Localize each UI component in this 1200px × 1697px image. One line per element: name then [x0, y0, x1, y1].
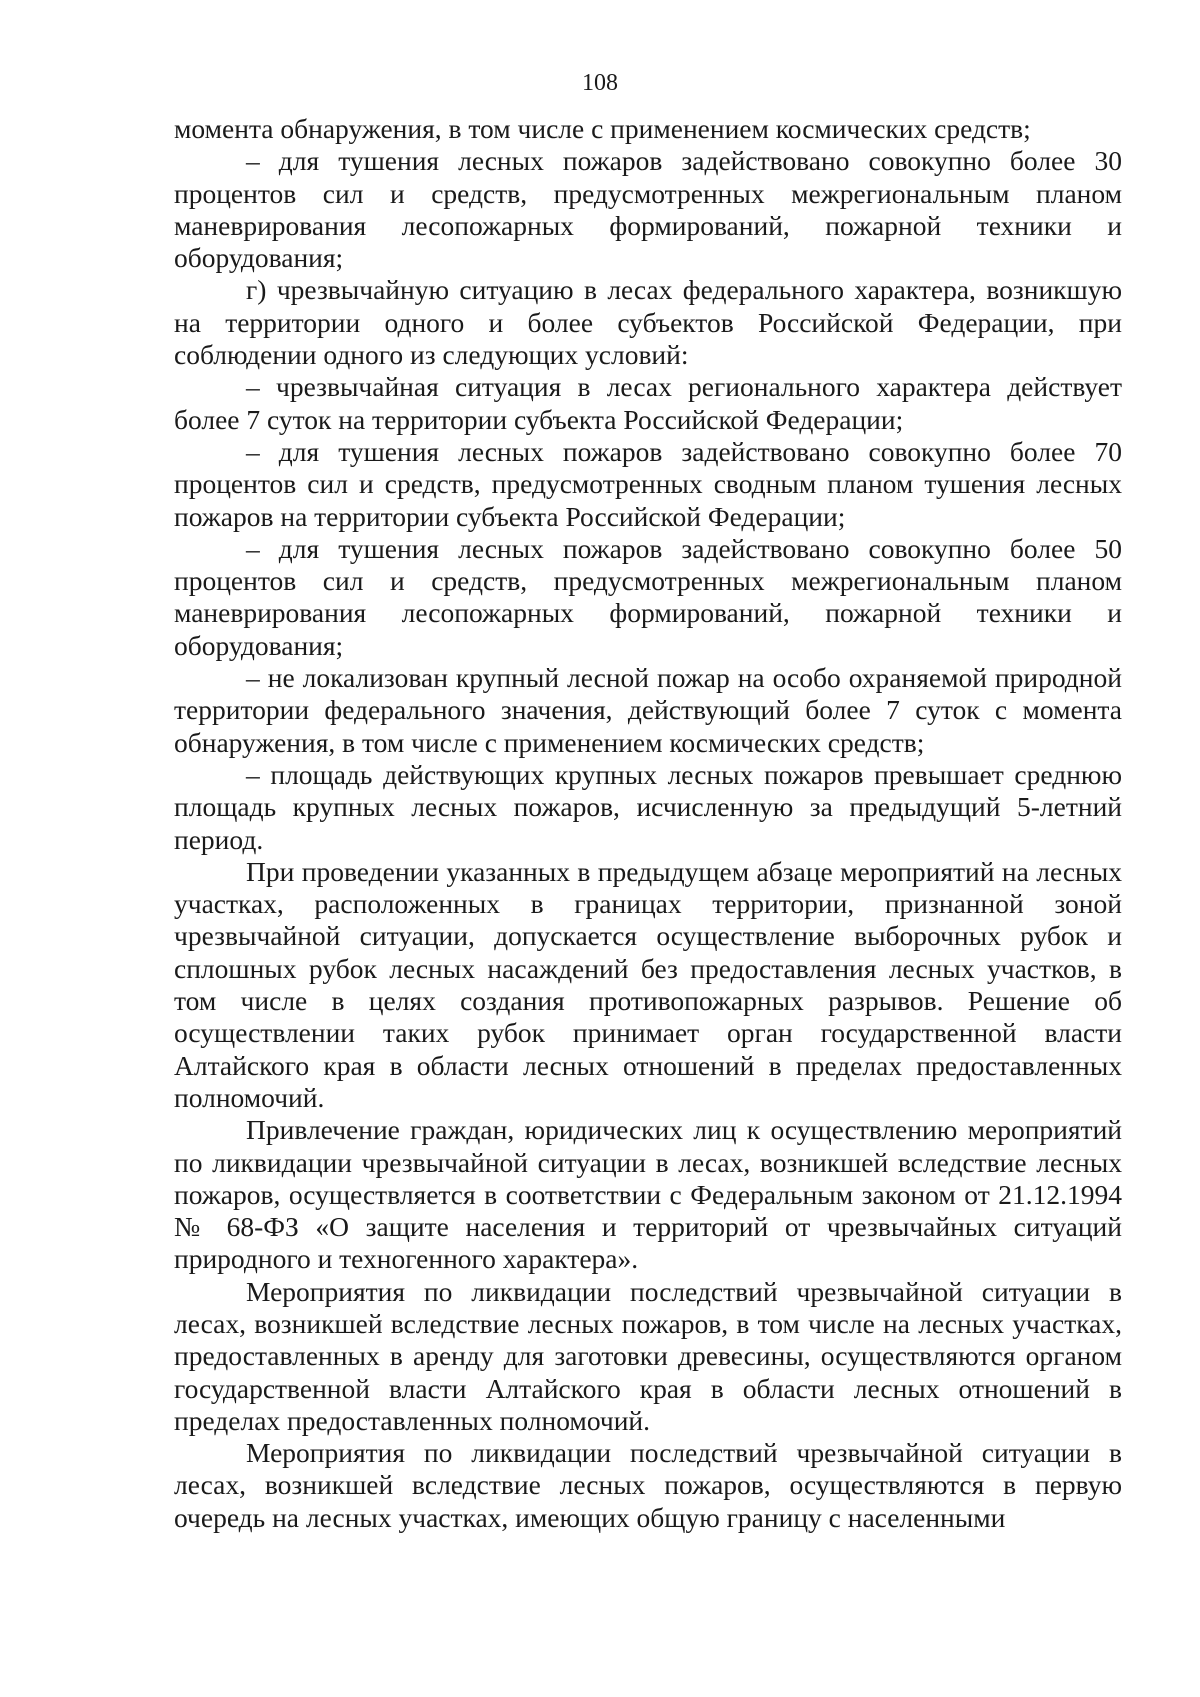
paragraph: – для тушения лесных пожаров задействовано совокупно более 50 процентов сил и средств, предусмотренных межрегиональным планом маневрирования лесопожарных формирований, пожарной техники и оборудования;: [174, 532, 1122, 661]
paragraph: Мероприятия по ликвидации последствий чрезвычайной ситуации в лесах, возникшей вследствие лесных пожаров, осуществляются в первую очередь на лесных участках, имеющих общую границу с населенными: [174, 1437, 1122, 1533]
paragraph: Мероприятия по ликвидации последствий чрезвычайной ситуации в лесах, возникшей вследствие лесных пожаров, в том числе на лесных участках, предоставленных в аренду для заготовки древесины, осуществляются органом государственной власти Алтайского края в области лесных отношений в пределах предоставленных полномочий.: [174, 1275, 1122, 1436]
paragraph: – не локализован крупный лесной пожар на особо охраняемой природной территории федерального значения, действующий более 7 суток с момента обнаружения, в том числе с применением космических средств;: [174, 662, 1122, 758]
paragraph: – для тушения лесных пожаров задействовано совокупно более 30 процентов сил и средств, предусмотренных межрегиональным планом маневрирования лесопожарных формирований, пожарной техники и оборудования;: [174, 145, 1122, 274]
paragraph: Привлечение граждан, юридических лиц к осуществлению мероприятий по ликвидации чрезвычайной ситуации в лесах, возникшей вследствие лесных пожаров, осуществляется в соответствии с Федеральным законом от 21.12.1994 № 68-ФЗ «О защите населения и территорий от чрезвычайных ситуаций природного и техногенного характера».: [174, 1114, 1122, 1275]
paragraph: г) чрезвычайную ситуацию в лесах федерального характера, возникшую на территории одного и более субъектов Российской Федерации, при соблюдении одного из следующих условий:: [174, 274, 1122, 371]
document-body: [174, 113, 1122, 1534]
paragraph: – площадь действующих крупных лесных пожаров превышает среднюю площадь крупных лесных пожаров, исчисленную за предыдущий 5-летний период.: [174, 758, 1122, 855]
page-number: 108: [582, 70, 618, 96]
paragraph: момента обнаружения, в том числе с применением космических средств;: [174, 113, 1031, 144]
paragraph: – для тушения лесных пожаров задействовано совокупно более 70 процентов сил и средств, предусмотренных сводным планом тушения лесных пожаров на территории субъекта Российской Федерации;: [174, 435, 1122, 532]
paragraph: При проведении указанных в предыдущем абзаце мероприятий на лесных участках, расположенных в границах территории, признанной зоной чрезвычайной ситуации, допускается осуществление выборочных рубок и сплошных рубок лесных насаждений без предоставления лесных участков, в том числе в целях создания противопожарных разрывов. Решение об осуществлении таких рубок принимает орган государственной власти Алтайского края в области лесных отношений в пределах предоставленных полномочий.: [174, 855, 1122, 1113]
paragraph: – чрезвычайная ситуация в лесах регионального характера действует более 7 суток на территории субъекта Российской Федерации;: [174, 371, 1122, 435]
